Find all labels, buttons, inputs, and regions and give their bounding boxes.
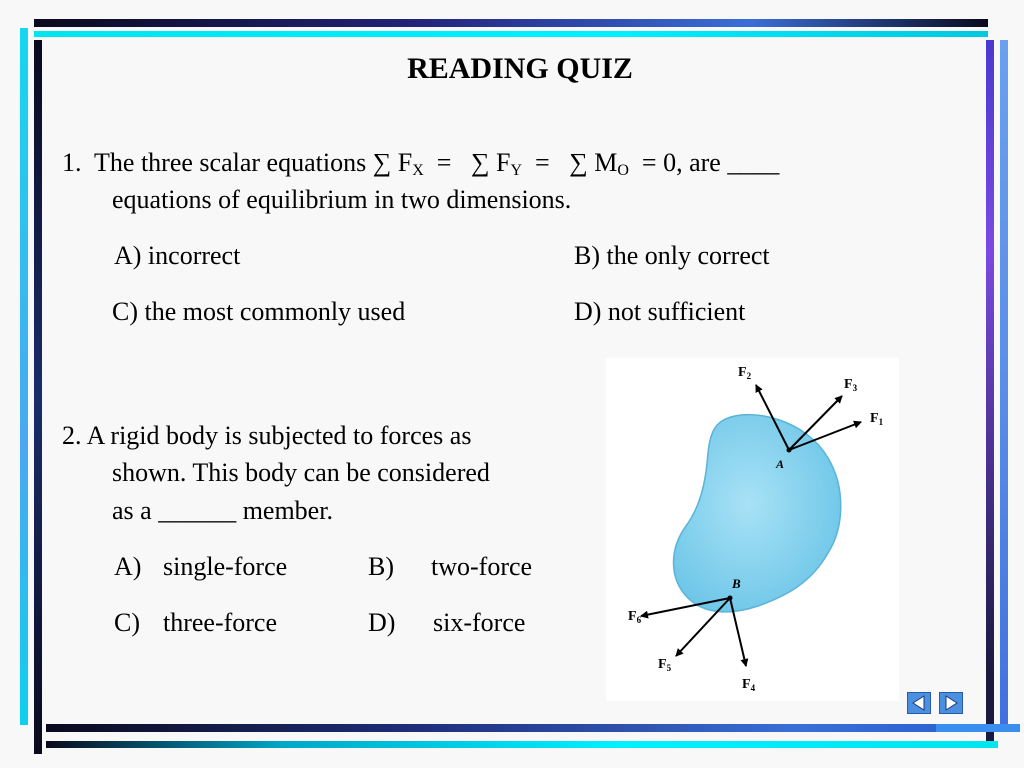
bottom-border-bar: [46, 724, 986, 732]
fy-subscript: Y: [510, 162, 523, 179]
label-point-a: A: [776, 457, 785, 471]
top-border-bar: [34, 19, 988, 27]
equals-sign: =: [535, 148, 550, 177]
q1-option-d: D) not sufficient: [574, 297, 746, 326]
q2-option-a-text: single-force: [163, 552, 288, 581]
slide-title: READING QUIZ: [407, 52, 633, 85]
right-border-accent: [1000, 40, 1008, 730]
q2-line3: as a ______ member.: [112, 496, 333, 525]
triangle-right-icon: [940, 693, 962, 713]
rigid-body-shape: [674, 415, 841, 612]
q2-option-c-letter: C): [114, 608, 140, 637]
point-b-dot: [728, 596, 733, 601]
q2-option-d-letter: D): [368, 608, 396, 637]
q2-option-d-text: six-force: [433, 608, 526, 637]
fy-symbol: F: [495, 148, 511, 177]
label-point-b: B: [732, 576, 741, 591]
q1-number: 1.: [62, 148, 82, 177]
left-border-bar: [34, 40, 42, 754]
label-f3: $F_3$: [844, 377, 858, 393]
left-border-accent: [20, 28, 28, 725]
triangle-left-icon: [908, 693, 930, 713]
bottom-border-accent: [46, 741, 998, 748]
q1-line1: [62, 148, 779, 186]
prev-slide-button[interactable]: [907, 692, 931, 714]
next-slide-button[interactable]: [939, 692, 963, 714]
fx-subscript: X: [412, 162, 424, 179]
label-f6: $F_6$: [628, 609, 642, 625]
q1-tail: = 0, are ____: [641, 148, 780, 177]
label-f2: $F_2$: [738, 365, 752, 381]
fx-symbol: F: [397, 148, 413, 177]
q2-option-a-letter: A): [114, 552, 142, 581]
q1-option-a: A) incorrect: [114, 241, 241, 270]
q2-line1: 2. A rigid body is subjected to forces as: [62, 421, 472, 450]
q1-intro: The three scalar equations: [94, 148, 367, 177]
q1-option-b: B) the only correct: [574, 241, 770, 270]
sigma-symbol: ∑: [569, 148, 588, 177]
top-border-accent: [34, 31, 988, 37]
q2-option-b-text: two-force: [431, 552, 533, 581]
rigid-body-diagram: [606, 358, 899, 701]
label-f1: $F_1$: [870, 411, 884, 427]
point-a-dot: [787, 448, 792, 453]
label-f4: $F_4$: [742, 677, 756, 693]
rigid-body-figure: [606, 358, 899, 701]
q2-option-c-text: three-force: [163, 608, 278, 637]
bottom-border-end: [936, 724, 1020, 732]
sigma-symbol: ∑: [470, 148, 490, 177]
mo-subscript: O: [617, 162, 629, 179]
q1-line2: equations of equilibrium in two dimensions.: [112, 185, 572, 214]
q2-line2: shown. This body can be considered: [112, 458, 490, 487]
sigma-symbol: ∑: [372, 148, 392, 177]
label-f5: $F_5$: [658, 657, 672, 673]
right-border-bar: [986, 40, 994, 742]
q2-option-b-letter: B): [368, 552, 394, 581]
q1-option-c: C) the most commonly used: [112, 297, 406, 326]
equals-sign: =: [436, 148, 452, 177]
mo-symbol: M: [594, 148, 618, 177]
